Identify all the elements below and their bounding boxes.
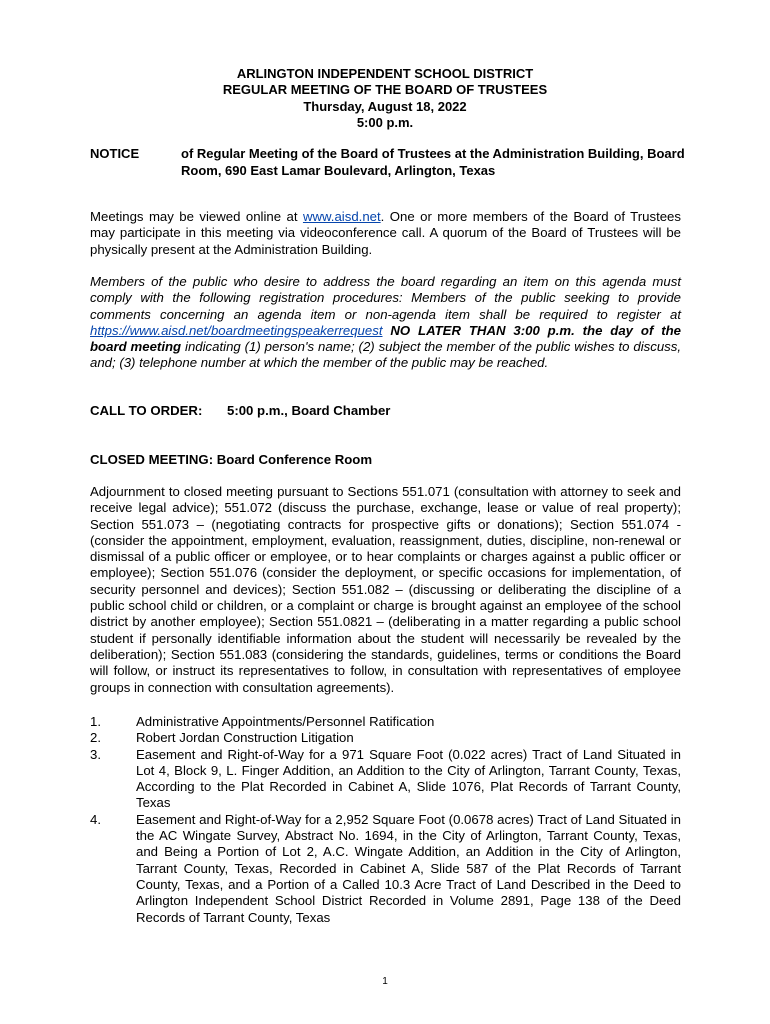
closed-meeting-heading: CLOSED MEETING: Board Conference Room [90,452,373,467]
list-item [90,747,681,812]
aisd-website-link[interactable]: www.aisd.net [302,209,381,224]
item-text: Easement and Right-of-Way for a 2,952 Square Foot (0.0678 acres) Tract of Land Situated in the AC Wingate Survey, Abstract No. 1694, in the City of Arlington, Tarrant County, Texas, and Being a Portion of Lot 2, A.C. Wingate Addition, an Addition in the City of Arlington, Tarrant County, Texas, Recorded in Cabinet A, Slide 587 of the Plat Records of Tarrant County, Texas, and a Portion of a Called 10.3 Acre Tract of Land Described in the Deed to Arlington Independent School District Recorded in Volume 2891, Page 138 of the Deed Records of Tarrant County, Texas [136,811,681,925]
registration-deadline: NO LATER THAN 3:00 p.m. the day of the board meeting [90,322,681,355]
viewing-text-after: . One or more members of the Board of Trustees may participate in this meeting via videoconference call. A quorum of the Board of Trustees will be physically present at the Administration Building. [90,209,681,257]
list-item [90,714,681,730]
meeting-date: Thursday, August 18, 2022 [303,98,467,114]
call-to-order-value: 5:00 p.m., Board Chamber [227,403,391,418]
item-number: 1. [90,714,101,729]
item-text: Robert Jordan Construction Litigation [136,730,354,746]
public-comment-text: Members of the public who desire to address the board regarding an item on this agenda must comply with the following registration procedures: Members of the public seeking to provide comments concerning an agenda item or non-agenda item shall be required to register at [90,274,681,322]
speaker-request-link[interactable]: https://www.aisd.net/boardmeetingspeakerrequest [90,322,383,338]
item-text: Administrative Appointments/Personnel Ratification [136,714,435,729]
public-comment-requirements: indicating (1) person's name; (2) subject the member of the public wishes to discuss, and; (3) telephone number at which the member of the public may be reached. [90,339,682,371]
notice-label: NOTICE [90,146,140,161]
item-number: 4. [90,811,101,827]
call-to-order [90,403,391,418]
list-item [90,812,681,926]
item-text: Easement and Right-of-Way for a 971 Square Foot (0.022 acres) Tract of Land Situated in Lot 4, Block 9, L. Finger Addition, an Addition to the City of Arlington, Tarrant County, Texas, According to the Plat Recorded in Cabinet A, Slide 1076, Plat Records of Tarrant County, Texas [136,746,681,811]
closed-meeting-intro: Adjournment to closed meeting pursuant to Sections 551.071 (consultation with attorney to seek and receive legal advice); 551.072 (discuss the purchase, exchange, lease or value of real property); Section 551.073 – (negotiating contracts for prospective gifts or donations); Section 551.074 - (consider the appointment, employment, evaluation, reassignment, duties, discipline, non-renewal or dismissal of a public officer or employee, or to hear complaints or charges against a public officer or employee); Section 551.076 (consider the deployment, or specific occasions for implementation, of security personnel and devices); Section 551.082 – (discussing or deliberating the discipline of a public school child or children, or a complaint or charge is brought against an employee of the school district by another employee); Section 551.0821 – (deliberating in a matter regarding a public school student if personally identifiable information about the student will necessarily be revealed by the deliberation); Section 551.083 (considering the standards, guidelines, terms or conditions the Board will follow, or instruct its representatives to follow, in consultation with representatives of employee groups in connection with consultation agreements). [90,484,681,695]
closed-meeting-items [90,714,681,926]
meeting-title: REGULAR MEETING OF THE BOARD OF TRUSTEES [222,82,548,98]
meeting-time: 5:00 p.m. [356,114,414,130]
viewing-paragraph [90,209,681,258]
item-number: 2. [90,730,101,746]
call-to-order-label: CALL TO ORDER: [90,403,203,418]
district-name: ARLINGTON INDEPENDENT SCHOOL DISTRICT [236,66,534,81]
document-header [0,66,770,131]
item-number: 3. [90,746,101,762]
viewing-text-before: Meetings may be viewed online at [90,209,303,224]
public-comment-paragraph [90,274,681,372]
notice-text: of Regular Meeting of the Board of Trustees at the Administration Building, Board Room, 690 East Lamar Boulevard, Arlington, Texas [181,146,685,178]
list-item [90,730,681,746]
page-number: 1 [382,976,388,987]
